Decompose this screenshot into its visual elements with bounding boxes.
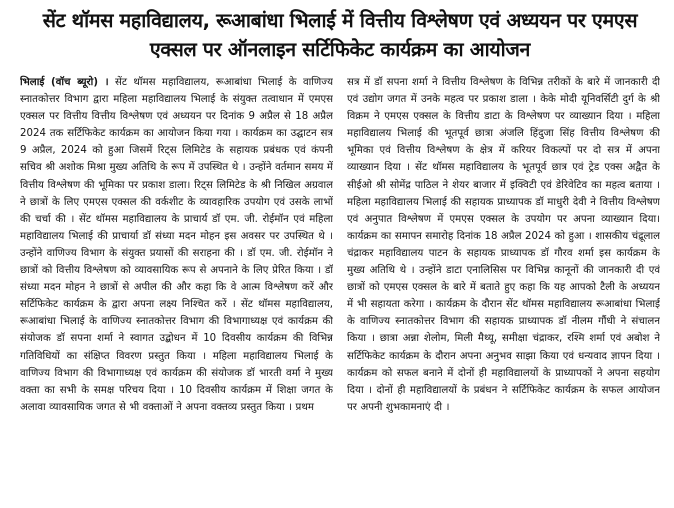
right-column-paragraph: सत्र में डॉ सपना शर्मा ने वित्तीय विश्लेषण के विभिन्न तरीकों के बारे में जानकारी दी एवं उद्योग जगत में उनके महत्व पर प्रकाश डाला । केके मोदी यूनिवर्सिटी दुर्ग के श्री विक्रम ने एमएस एक्सल के वित्तीय डाटा के विश्लेषण पर व्याख्यान दिया । महिला महाविद्यालय भिलाई की भूतपूर्व छात्रा अंजलि हिंदुजा सिंह वित्तीय विश्लेषण की भूमिका एवं वित्तीय विश्लेषण के क्षेत्र में करियर विकल्पों पर दो सत्र में अपना व्याख्यान दिया । सेंट थॉमस महाविद्यालय के भूतपूर्व छात्र एवं ट्रेड एक्स अद्वैत के सीईओ श्री सोमेंद्र पाठिल ने शेयर बाजार में इक्विटी एवं डेरिवेटिव का महत्व बताया । महिला महाविद्यालय भिलाई की सहायक प्राध्यापक डॉ माधुरी देवी ने वित्तीय विश्लेषण एवं अनुपात विश्लेषण में एमएस एक्सल के उपयोग पर अपना व्याख्यान दिया। कार्यक्रम का समापन समारोह दिनांक 18 अप्रैल 2024 को हुआ । शासकीय चंद्रूलाल चंद्राकर महाविद्यालय पाटन के सहायक प्राध्यापक डॉ गौरव शर्मा इस कार्यक्रम के मुख्य अतिथि थे । उन्होंने डाटा एनालिसिस पर विभिन्न कानूनों की जानकारी दी एवं छात्रों को एमएस एक्सल के बारे में बताते हुए कहा कि यह आपको टैली के अध्ययन में भी सहायता करेगा । कार्यक्रम के दौरान सेंट थॉमस महाविद्यालय रूआबांधा भिलाई के वाणिज्य स्नातकोत्तर विभाग की सहायक प्राध्यापक डॉ नीलम गौंधी ने संचालन किया । छात्रा अन्ना शेलोम, मिली मैथ्यू, समीक्षा चंद्राकर, रश्मि शर्मा एवं अबोश ने सर्टिफिकेट कार्यक्रम के दौरान अपना अनुभव साझा किया एवं धन्यवाद ज्ञापन दिया । कार्यक्रम को सफल बनाने में दोनों ही महाविद्यालयों के प्राध्यापकों ने अपना सहयोग दिया । दोनों ही महाविद्यालयों के प्रबंधन ने सर्टिफिकेट कार्यक्रम के सफल आयोजन पर अपनी शुभकामनाएं दी । [347, 77, 660, 413]
headline [20, 6, 660, 64]
dateline: भिलाई (वॉच ब्यूरो) । [20, 77, 109, 88]
article-body [20, 74, 660, 504]
column-divider [337, 78, 338, 498]
left-column-text: सेंट थॉमस महाविद्यालय, रूआबांधा भिलाई के वाणिज्य स्नातकोत्तर विभाग द्वारा महिला महाविद्यालय भिलाई के संयुक्त तत्वाधान में एमएस एक्सल पर वित्तीय वित्तीय विश्लेषण एवं अध्ययन पर दिनांक 9 अप्रैल से 18 अप्रैल 2024 तक सर्टिफिकेट कार्यक्रम का आयोजन किया गया । कार्यक्रम का उद्घाटन सत्र 9 अप्रैल, 2024 को हुआ जिसमें रिट्स लिमिटेड के सहायक प्रबंधक एवं कंपनी सचिव श्री अशोक मिश्रा मुख्य अतिथि के रूप में उपस्थित थे । उन्होंने वर्तमान समय में वित्तीय विश्लेषण की भूमिका पर प्रकाश डाला। रिट्स लिमिटेड के श्री निखिल अग्रवाल ने छात्रों के लिए एमएस एक्सल की वर्कशीट के व्यावहारिक उपयोग एवं उसके लाभों की चर्चा की । सेंट थॉमस महाविद्यालय के प्राचार्य डॉ एम. जी. रोईमॉन एवं महिला महाविद्यालय भिलाई की प्राचार्या डॉ संध्या मदन मोहन इस अवसर पर उपस्थित थे । उन्होंने वाणिज्य विभाग के संयुक्त प्रयासों की सराहना की । डॉ एम. जी. रोईमॉन ने छात्रों को वित्तीय विश्लेषण को व्यावसायिक रूप से अपनाने के लिए प्रेरित किया । डॉ संध्या मदन मोहन ने छात्रों से अपील की और कहा कि वे आत्म विश्लेषण करें और सर्टिफिकेट कार्यक्रम के द्वारा अपना लक्ष्य निश्चित करें । सेंट थॉमस महाविद्यालय, रूआबांधा भिलाई के वाणिज्य स्नातकोत्तर विभाग की विभागाध्यक्ष एवं कार्यक्रम की संयोजक डॉ सपना शर्मा ने स्वागत उद्बोधन में 10 दिवसीय कार्यक्रम की विभिन्न गतिविधियों का संक्षिप्त विवरण प्रस्तुत किया । महिला महाविद्यालय भिलाई के वाणिज्य विभाग की विभागाध्यक्ष एवं कार्यक्रम की संयोजक डॉ भारती वर्मा ने मुख्य वक्ता का सभी के समक्ष परिचय दिया । 10 दिवसीय कार्यक्रम में शिक्षा जगत के अलावा व्यावसायिक जगत से भी वक्ताओं ने अपना वक्तव्य प्रस्तुत किया । प्रथम [20, 77, 333, 413]
right-column [347, 74, 660, 504]
left-column-paragraph [20, 74, 333, 416]
headline-line-1: सेंट थॉमस महाविद्यालय, रूआबांधा भिलाई में वित्तीय विश्लेषण एवं अध्ययन पर एमएस [42, 9, 638, 32]
headline-line-2: एक्सल पर ऑनलाइन सर्टिफिकेट कार्यक्रम का आयोजन [149, 38, 531, 61]
left-column [20, 74, 333, 504]
